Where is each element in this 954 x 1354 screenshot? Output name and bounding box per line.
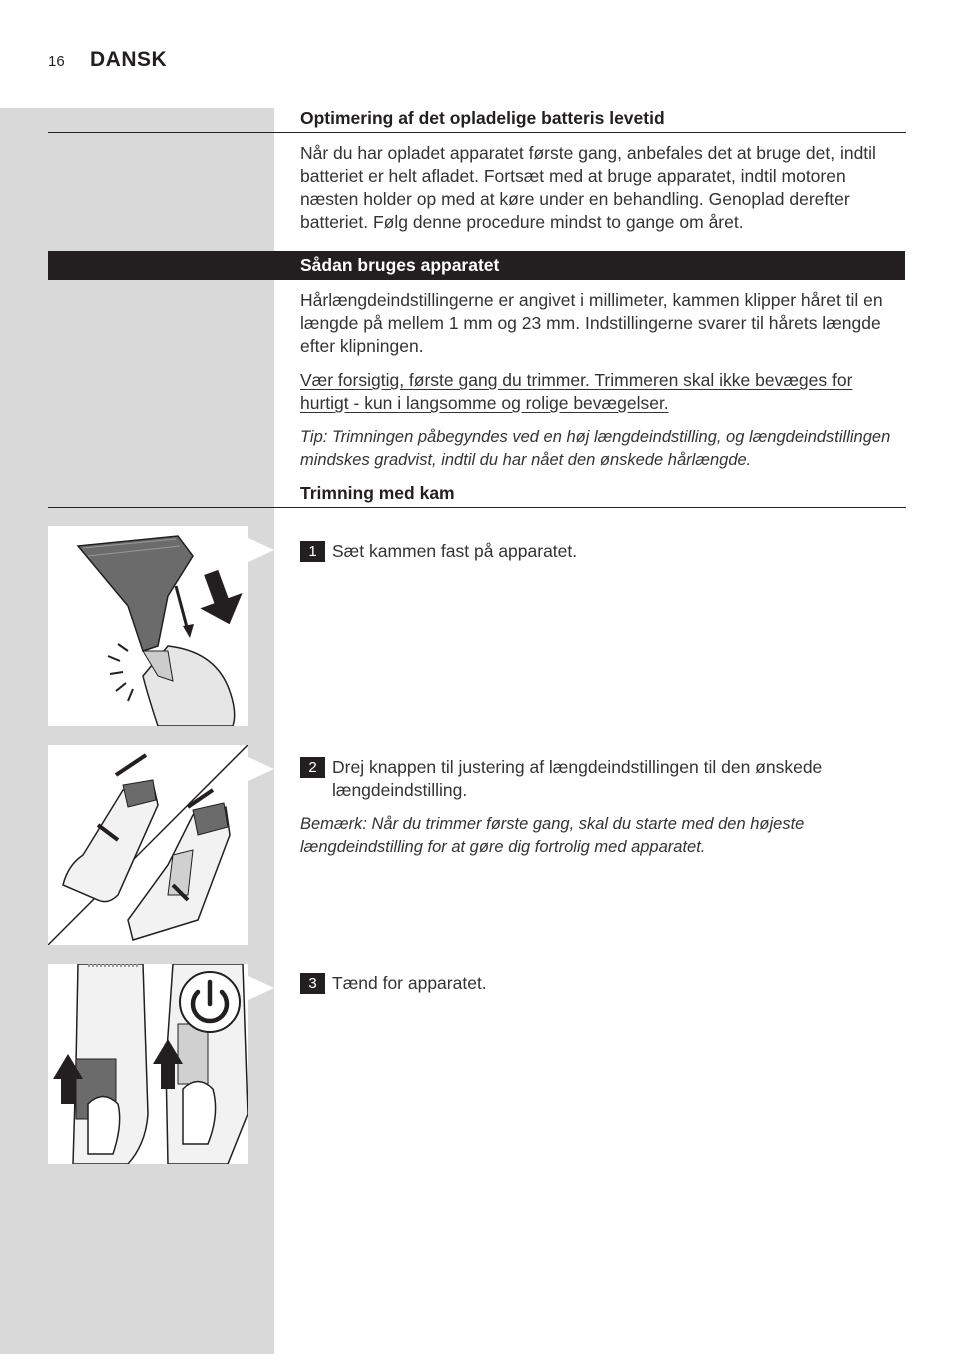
step-1: [300, 540, 906, 563]
section-heading-bar: [48, 251, 905, 280]
caution-text: Vær forsigtig, første gang du trimmer. Trimmeren skal ikke bevæges for hurtigt - kun i langsomme og rolige bevægelser.: [300, 370, 853, 413]
heading-rule: [48, 132, 906, 133]
sidebar-background: [0, 108, 274, 1354]
tip-paragraph: Tip: Trimningen påbegyndes ved en høj længdeindstilling, og længdeindstillingen mindskes gradvist, indtil du har nået den ønskede hårlængde.: [300, 428, 891, 469]
step-3: [300, 972, 906, 995]
step-2: [300, 756, 906, 802]
usage-paragraph: Hårlængdeindstillingerne er angivet i millimeter, kammen klipper håret til en længde på mellem 1 mm og 23 mm. Indstillingerne svarer til hårets længde efter klipningen.: [300, 290, 883, 356]
caution-paragraph: [300, 369, 890, 415]
power-on-illustration: [48, 964, 248, 1164]
heading-rule-2: [48, 507, 906, 508]
step-number: 2: [300, 757, 325, 778]
step-text: Drej knappen til justering af længdeindstillingen til den ønskede længdeindstilling.: [332, 757, 823, 800]
section-heading-usage: Sådan bruges apparatet: [300, 255, 500, 275]
power-icon: [180, 972, 240, 1032]
page-number: 16: [48, 53, 65, 70]
battery-paragraph: Når du har opladet apparatet første gang, anbefales det at bruge det, indtil batteriet er helt afladet. Fortsæt med at bruge apparatet, indtil motoren næsten holder op med at køre under en behandling. Genoplad derefter batteriet. Følg denne procedure mindst to gange om året.: [300, 143, 876, 232]
language-title: DANSK: [90, 48, 168, 71]
figure-pointer-2: [248, 757, 274, 781]
length-dial-illustration: [48, 745, 248, 945]
length-dial-drawing: [48, 745, 248, 945]
section-heading-battery: Optimering af det opladelige batteris levetid: [300, 108, 665, 128]
step-text: Sæt kammen fast på apparatet.: [332, 541, 578, 561]
comb-attach-illustration: [48, 526, 248, 726]
figure-pointer-1: [248, 538, 274, 562]
power-on-drawing: [48, 964, 248, 1164]
comb-attach-drawing: [48, 526, 248, 726]
note-paragraph: Bemærk: Når du trimmer første gang, skal du starte med den højeste længdeindstilling for at gøre dig fortrolig med apparatet.: [300, 815, 805, 856]
step-text: Tænd for apparatet.: [332, 973, 487, 993]
section-heading-comb: Trimning med kam: [300, 483, 455, 503]
step-number: 1: [300, 541, 325, 562]
step-number: 3: [300, 973, 325, 994]
figure-pointer-3: [248, 976, 274, 1000]
